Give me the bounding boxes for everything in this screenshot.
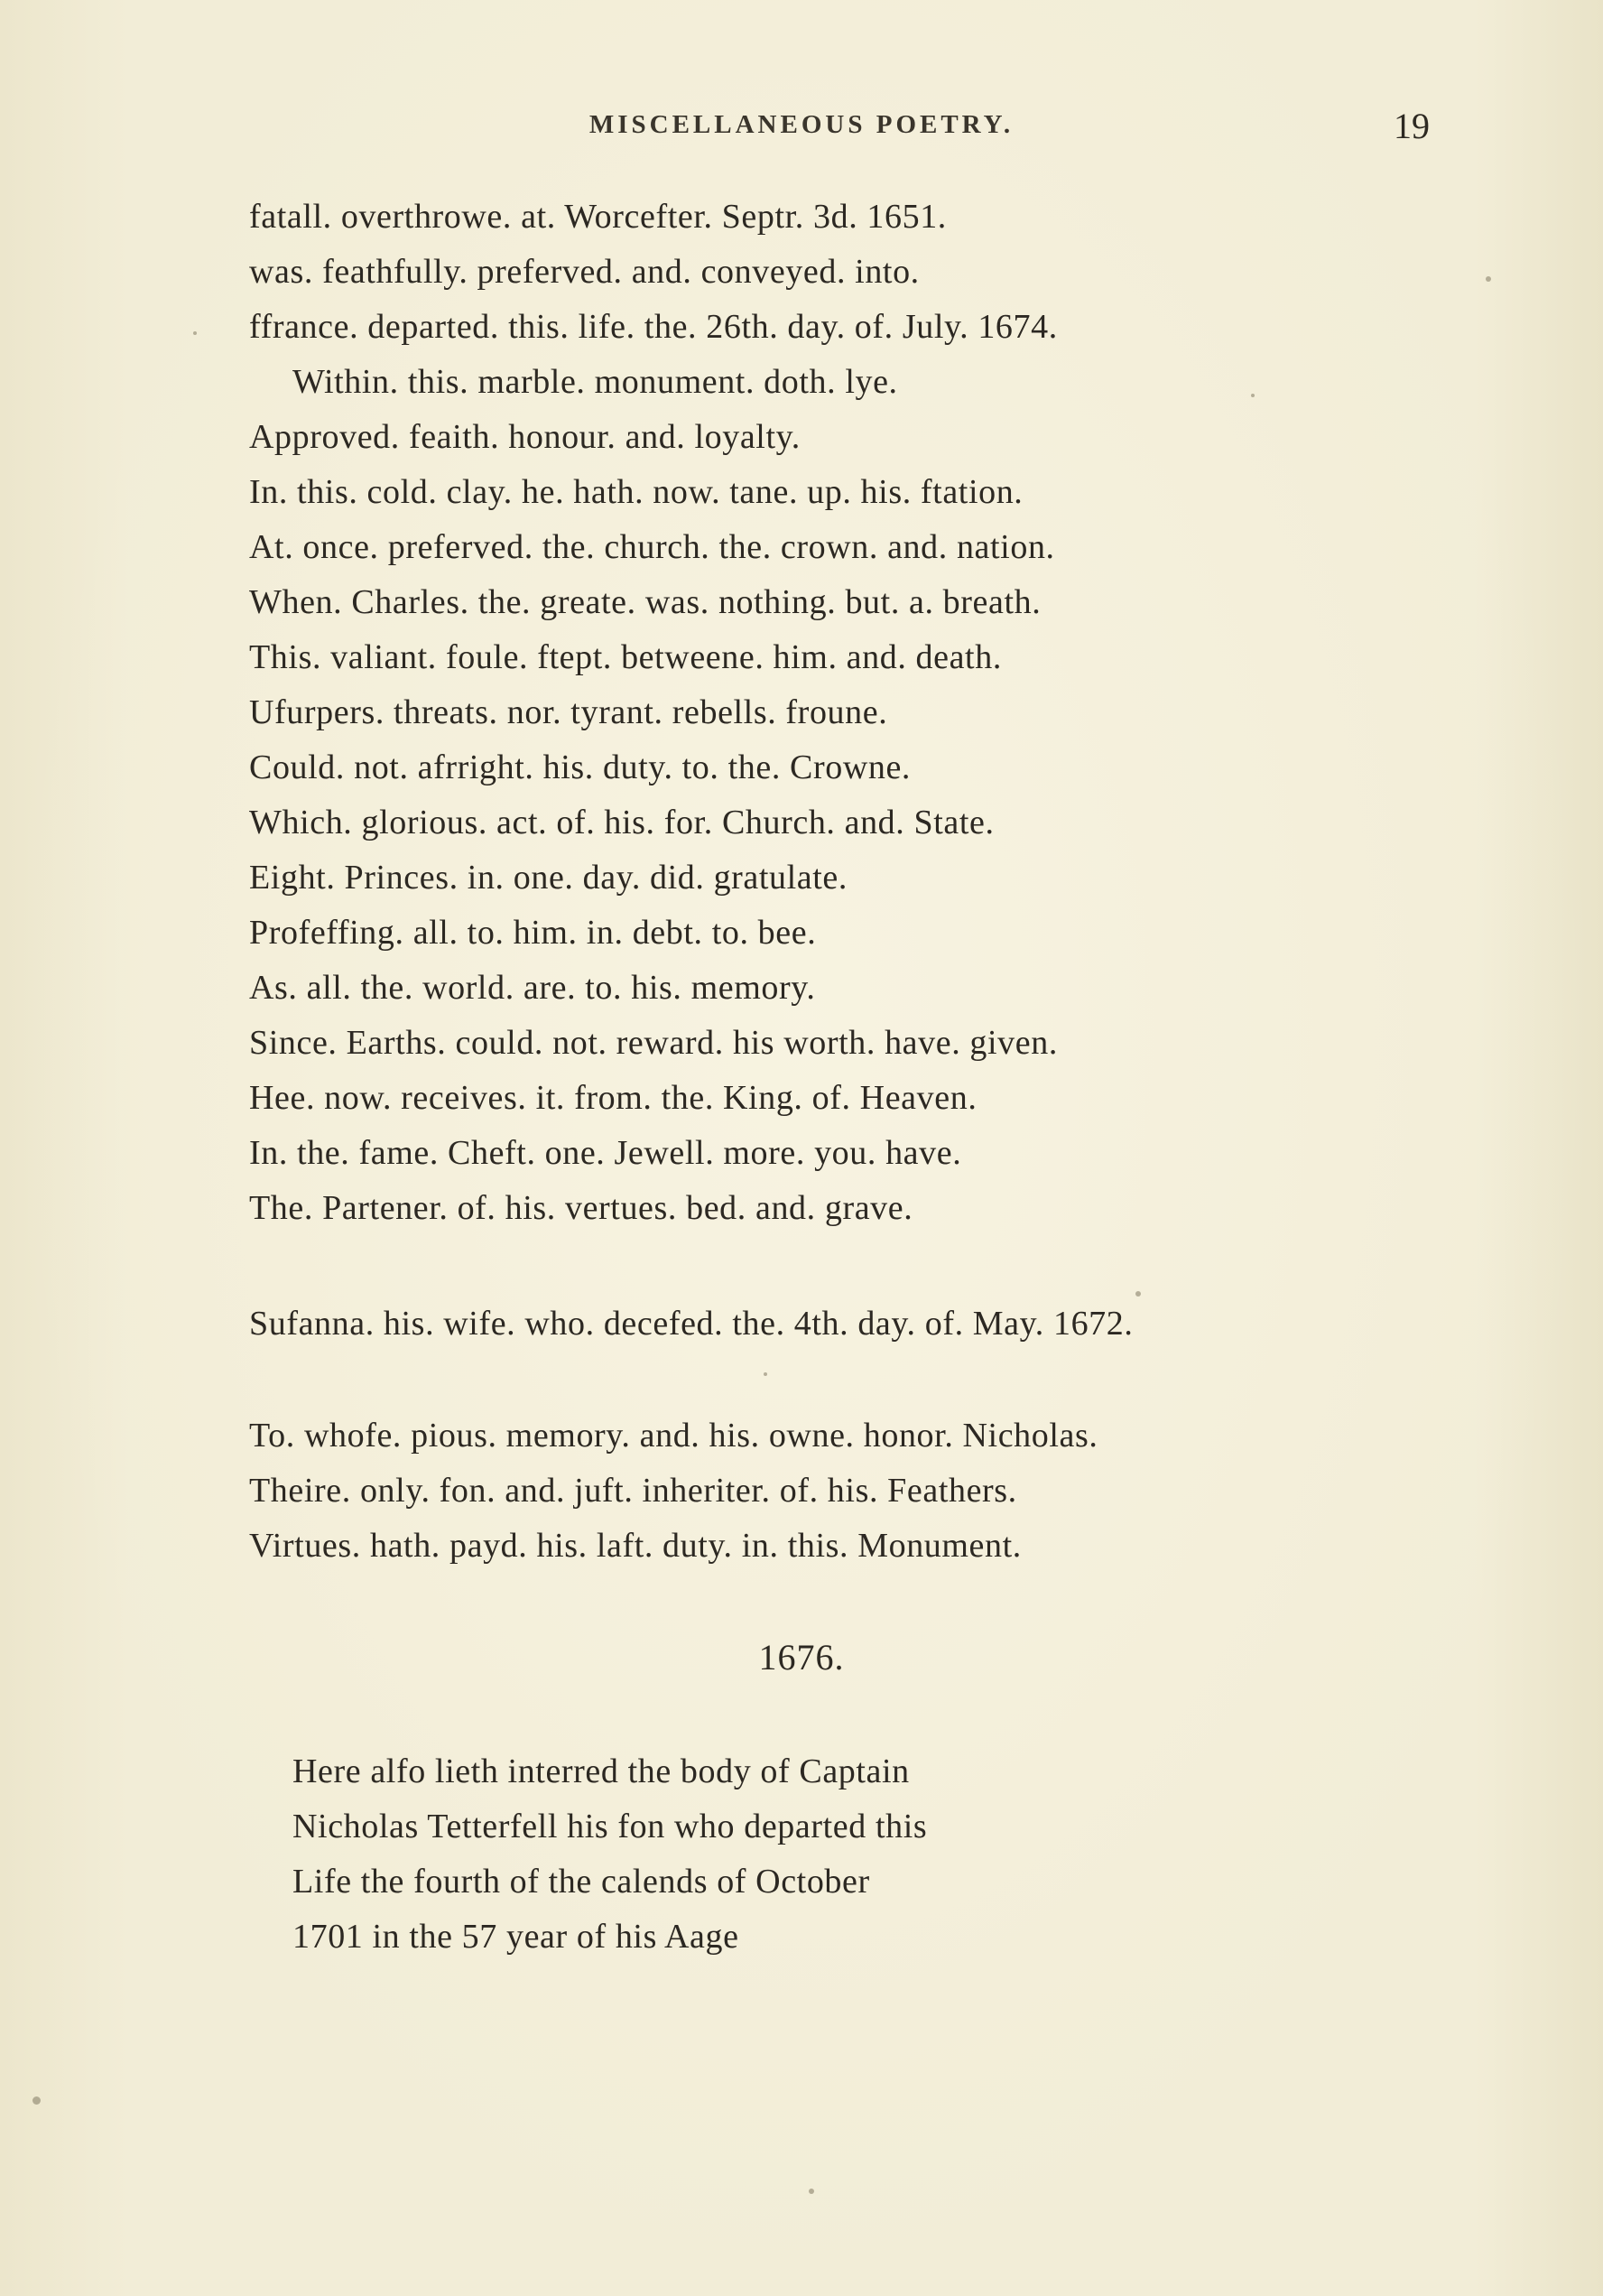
paper-speck (1135, 1291, 1141, 1297)
epitaph-line: Hee. now. receives. it. from. the. King. of. Heaven. (249, 1079, 978, 1117)
epitaph-line: Could. not. afrright. his. duty. to. the. Crowne. (249, 748, 912, 786)
wife-line: Sufanna. his. wife. who. decefed. the. 4th. day. of. May. 1672. (249, 1305, 1134, 1343)
epitaph-line: fatall. overthrowe. at. Worcefter. Septr. 3d. 1651. (249, 198, 947, 236)
epitaph-line: Since. Earths. could. not. reward. his worth. have. given. (249, 1024, 1058, 1062)
epitaph-line: Which. glorious. act. of. his. for. Church. and. State. (249, 804, 995, 841)
epitaph-line: As. all. the. world. are. to. his. memory. (249, 969, 816, 1007)
epitaph-line: was. feathfully. preferved. and. conveyed. into. (249, 253, 920, 291)
epitaph-line: Eight. Princes. in. one. day. did. gratulate. (249, 859, 848, 897)
epitaph-line: At. once. preferved. the. church. the. crown. and. nation. (249, 528, 1055, 566)
paper-speck (809, 2189, 814, 2194)
dedication-line: Virtues. hath. payd. his. laft. duty. in. this. Monument. (249, 1527, 1022, 1565)
epitaph-line: Profeffing. all. to. him. in. debt. to. bee. (249, 914, 817, 952)
epitaph-line: ffrance. departed. this. life. the. 26th. day. of. July. 1674. (249, 308, 1058, 346)
addendum-line: Nicholas Tetterfell his fon who departed this (292, 1808, 928, 1845)
epitaph-line: Within. this. marble. monument. doth. lye. (292, 363, 898, 401)
paper-speck (1486, 276, 1491, 282)
dedication-line: To. whofe. pious. memory. and. his. owne. honor. Nicholas. (249, 1417, 1098, 1455)
year-line: 1676. (758, 1637, 845, 1678)
addendum-line: Here alfo lieth interred the body of Captain (292, 1752, 910, 1790)
paper-speck (1251, 394, 1255, 397)
paper-speck (764, 1372, 767, 1376)
dedication-line: Theire. only. fon. and. juft. inheriter. of. his. Feathers. (249, 1472, 1017, 1510)
epitaph-line: In. the. fame. Cheft. one. Jewell. more. you. have. (249, 1134, 962, 1172)
addendum-line: Life the fourth of the calends of October (292, 1863, 870, 1901)
page-number: 19 (1394, 106, 1430, 146)
epitaph-line: In. this. cold. clay. he. hath. now. tane. up. his. ftation. (249, 473, 1024, 511)
running-head: MISCELLANEOUS POETRY. (588, 110, 1015, 139)
paper-speck (32, 2096, 41, 2105)
epitaph-line: The. Partener. of. his. vertues. bed. and. grave. (249, 1189, 913, 1227)
epitaph-line: When. Charles. the. greate. was. nothing. but. a. breath. (249, 583, 1042, 621)
paper-speck (193, 331, 197, 335)
epitaph-line: Ufurpers. threats. nor. tyrant. rebells. froune. (249, 693, 888, 731)
epitaph-line: This. valiant. foule. ftept. betweene. him. and. death. (249, 638, 1002, 676)
addendum-line: 1701 in the 57 year of his Aage (292, 1918, 739, 1956)
epitaph-line: Approved. feaith. honour. and. loyalty. (249, 418, 801, 456)
